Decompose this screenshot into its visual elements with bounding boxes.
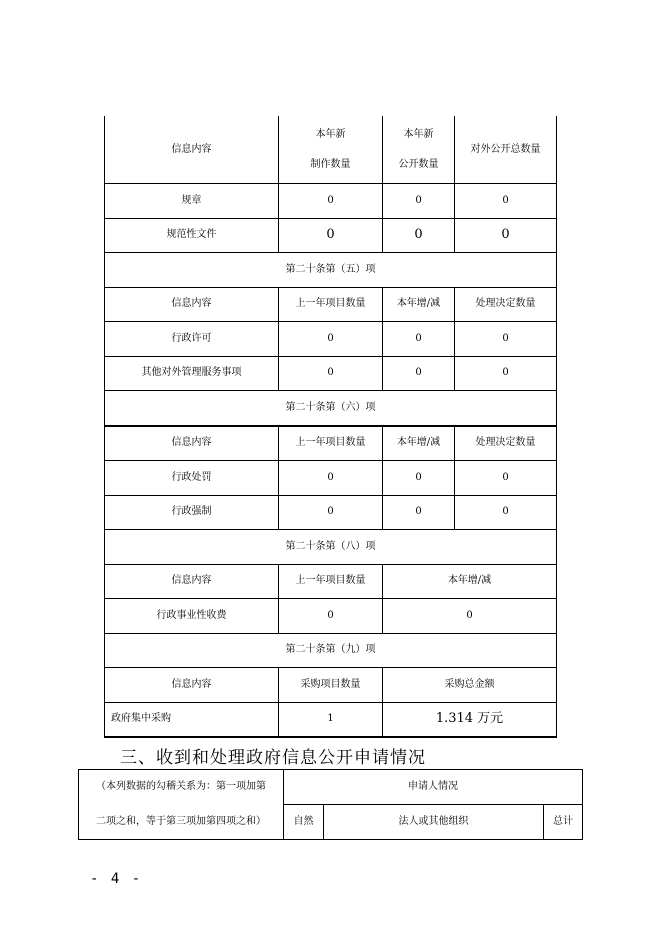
table-row xyxy=(105,461,557,496)
section-heading-9: 第二十条第（九）项 xyxy=(105,633,557,668)
table-header-row xyxy=(105,287,557,322)
cell-value: 0 xyxy=(383,218,455,253)
cell-value: 0 xyxy=(383,322,455,357)
cell-value: 1.314 万元 xyxy=(383,702,557,737)
cell-value: 0 xyxy=(279,184,383,219)
note-line-1: （本列数据的勾稽关系为：第一项加第 xyxy=(79,770,284,805)
header-decision-count: 处理决定数量 xyxy=(455,287,557,322)
section-row xyxy=(105,253,557,288)
section-row xyxy=(105,530,557,565)
section-title: 三、收到和处理政府信息公开申请情况 xyxy=(120,748,426,768)
cell-value: 0 xyxy=(455,322,557,357)
table-row xyxy=(105,356,557,391)
header-new-published xyxy=(383,116,455,184)
header-new-produced-line2: 制作数量 xyxy=(310,158,351,170)
cell-value: 0 xyxy=(279,495,383,530)
cell-value: 0 xyxy=(455,356,557,391)
cell-value: 0 xyxy=(383,461,455,496)
row-label: 其他对外管理服务事项 xyxy=(105,356,279,391)
header-year-change: 本年增/减 xyxy=(383,287,455,322)
table-row xyxy=(105,218,557,253)
header-year-change: 本年增/减 xyxy=(383,564,557,599)
cell-value: 0 xyxy=(279,356,383,391)
section-row xyxy=(105,391,557,426)
table-row xyxy=(105,495,557,530)
cell-value: 0 xyxy=(279,599,383,634)
table-header-row xyxy=(105,668,557,703)
cell-value: 0 xyxy=(455,218,557,253)
col-natural-person: 自然 xyxy=(284,805,324,840)
table-header-row xyxy=(105,564,557,599)
row-label: 行政强制 xyxy=(105,495,279,530)
header-new-produced xyxy=(279,116,383,184)
header-purchase-count: 采购项目数量 xyxy=(279,668,383,703)
row-label: 行政许可 xyxy=(105,322,279,357)
cell-value: 0 xyxy=(279,461,383,496)
row-label: 行政事业性收费 xyxy=(105,599,279,634)
table-row xyxy=(79,805,583,840)
cell-value: 0 xyxy=(383,599,557,634)
header-last-year-count: 上一年项目数量 xyxy=(279,287,383,322)
row-label: 行政处罚 xyxy=(105,461,279,496)
header-purchase-amount: 采购总金额 xyxy=(383,668,557,703)
header-last-year-count: 上一年项目数量 xyxy=(279,564,383,599)
header-new-produced-line1: 本年新 xyxy=(315,128,346,140)
row-label: 规范性文件 xyxy=(105,218,279,253)
header-year-change: 本年增/减 xyxy=(383,426,455,461)
section-heading-6: 第二十条第（六）项 xyxy=(105,391,557,426)
note-line-2: 二项之和，等于第三项加第四项之和） xyxy=(79,805,284,840)
section-row xyxy=(105,633,557,668)
header-new-published-line2: 公开数量 xyxy=(398,158,439,170)
header-total-public: 对外公开总数量 xyxy=(455,116,557,184)
cell-value: 0 xyxy=(279,322,383,357)
cell-value: 0 xyxy=(279,218,383,253)
header-new-published-line1: 本年新 xyxy=(403,128,434,140)
table-row xyxy=(105,322,557,357)
table-row xyxy=(105,599,557,634)
cell-value: 0 xyxy=(455,461,557,496)
table-row xyxy=(105,702,557,737)
table-row xyxy=(105,184,557,219)
col-total: 总计 xyxy=(544,805,583,840)
page-number: - 4 - xyxy=(90,871,143,887)
cell-value: 0 xyxy=(383,356,455,391)
applicant-header: 申请人情况 xyxy=(284,770,583,805)
header-info-content: 信息内容 xyxy=(105,116,279,184)
row-label: 政府集中采购 xyxy=(105,702,279,737)
table-row xyxy=(79,770,583,805)
application-table xyxy=(78,769,583,840)
header-info-content: 信息内容 xyxy=(105,426,279,461)
header-info-content: 信息内容 xyxy=(105,564,279,599)
table-header-row xyxy=(105,426,557,461)
header-info-content: 信息内容 xyxy=(105,668,279,703)
cell-value: 0 xyxy=(383,184,455,219)
cell-value: 0 xyxy=(455,184,557,219)
cell-value: 0 xyxy=(455,495,557,530)
header-info-content: 信息内容 xyxy=(105,287,279,322)
section-heading-5: 第二十条第（五）项 xyxy=(105,253,557,288)
header-last-year-count: 上一年项目数量 xyxy=(279,426,383,461)
section-heading-8: 第二十条第（八）项 xyxy=(105,530,557,565)
cell-value: 1 xyxy=(279,702,383,737)
row-label: 规章 xyxy=(105,184,279,219)
table-header-row xyxy=(105,116,557,184)
disclosure-stats-table xyxy=(104,116,557,738)
cell-value: 0 xyxy=(383,495,455,530)
col-legal-entity: 法人或其他组织 xyxy=(324,805,544,840)
header-decision-count: 处理决定数量 xyxy=(455,426,557,461)
